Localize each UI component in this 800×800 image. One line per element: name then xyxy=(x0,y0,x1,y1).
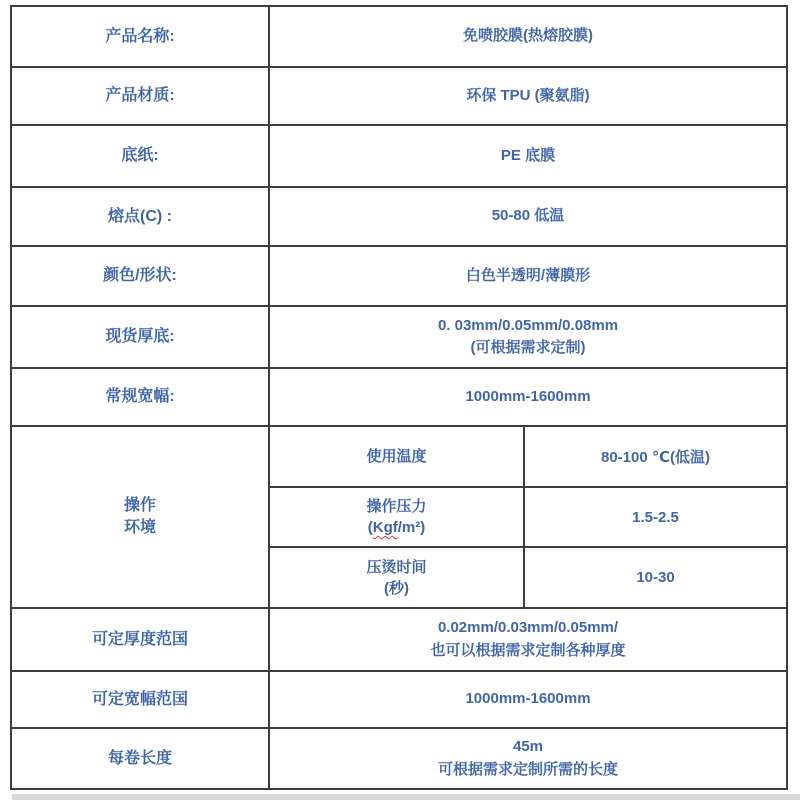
stock-thickness-line2: (可根据需求定制) xyxy=(470,339,586,356)
op-value-use-temperature: 80-100 ℃(低温) xyxy=(600,448,711,466)
page-edge-strip xyxy=(12,794,800,800)
operation-sub-table xyxy=(270,427,786,607)
table-row xyxy=(12,7,786,66)
paren-open: ( xyxy=(367,519,373,536)
unit-rest: /m²) xyxy=(397,519,426,536)
table-row xyxy=(12,670,786,727)
stock-thickness-line1: 0. 03mm/0.05mm/0.08mm xyxy=(437,316,619,334)
op-row-press-time xyxy=(270,546,786,607)
table-row xyxy=(12,727,786,788)
operation-label-line1: 操作 xyxy=(123,497,156,515)
operating-pressure-line2 xyxy=(368,517,426,538)
row-value-product-name: 免喷胶膜(热熔胶膜) xyxy=(463,27,593,45)
op-value-press-time: 10-30 xyxy=(636,569,675,587)
row-label-stock-thickness: 现货厚底: xyxy=(12,307,270,367)
op-label-use-temperature: 使用温度 xyxy=(270,427,525,486)
table-row xyxy=(12,305,786,367)
row-value-roll-length xyxy=(270,729,786,788)
operation-label-line2: 环境 xyxy=(123,519,156,536)
op-row-operating-pressure xyxy=(270,486,786,547)
row-value-stock-thickness xyxy=(270,307,786,367)
row-value-material: 环保 TPU (聚氨脂) xyxy=(466,86,590,104)
operation-environment-row xyxy=(12,425,786,607)
row-value-melting-point: 50-80 低温 xyxy=(491,207,565,225)
row-label-product-name: 产品名称: xyxy=(12,7,270,66)
kgf-spellcheck-underline: Kgf xyxy=(372,519,398,536)
row-label-color-shape: 颜色/形状: xyxy=(12,247,270,305)
roll-length-line1: 45m xyxy=(512,738,544,755)
product-spec-table xyxy=(10,5,788,790)
row-label-operation-environment xyxy=(12,427,270,607)
table-row xyxy=(12,66,786,124)
roll-length-line2: 可根据需求定制所需的长度 xyxy=(437,760,618,778)
table-row xyxy=(12,367,786,425)
row-label-custom-thickness-range: 可定厚度范国 xyxy=(12,609,270,670)
op-row-use-temperature xyxy=(270,427,786,486)
op-value-operating-pressure: 1.5-2.5 xyxy=(632,508,679,526)
press-time-line2: (秒) xyxy=(384,579,409,597)
op-label-operating-pressure xyxy=(270,488,525,547)
row-label-liner: 底纸: xyxy=(12,126,270,186)
custom-thickness-line1: 0.02mm/0.03mm/0.05mm/ xyxy=(437,619,619,636)
table-row xyxy=(12,186,786,245)
operating-pressure-line1: 操作压力 xyxy=(366,498,427,515)
row-value-standard-width: 1000mm-1600mm xyxy=(465,387,591,405)
row-label-melting-point: 熔点(C) : xyxy=(12,188,270,245)
row-label-custom-width-range: 可定宽幅范国 xyxy=(12,672,270,727)
row-label-standard-width: 常规宽幅: xyxy=(12,369,270,425)
row-value-liner: PE 底膜 xyxy=(500,146,556,164)
table-row xyxy=(12,124,786,186)
row-value-color-shape: 白色半透明/薄膜形 xyxy=(465,266,591,284)
table-row xyxy=(12,607,786,670)
row-label-roll-length: 每卷长度 xyxy=(12,729,270,788)
row-value-custom-thickness-range xyxy=(270,609,786,670)
press-time-line1: 压烫时间 xyxy=(366,558,427,576)
op-label-press-time xyxy=(270,548,525,607)
table-row xyxy=(12,245,786,305)
custom-thickness-line2: 也可以根据需求定制各种厚度 xyxy=(430,641,626,659)
row-label-material: 产品材质: xyxy=(12,68,270,124)
row-value-custom-width-range: 1000mm-1600mm xyxy=(465,690,591,708)
